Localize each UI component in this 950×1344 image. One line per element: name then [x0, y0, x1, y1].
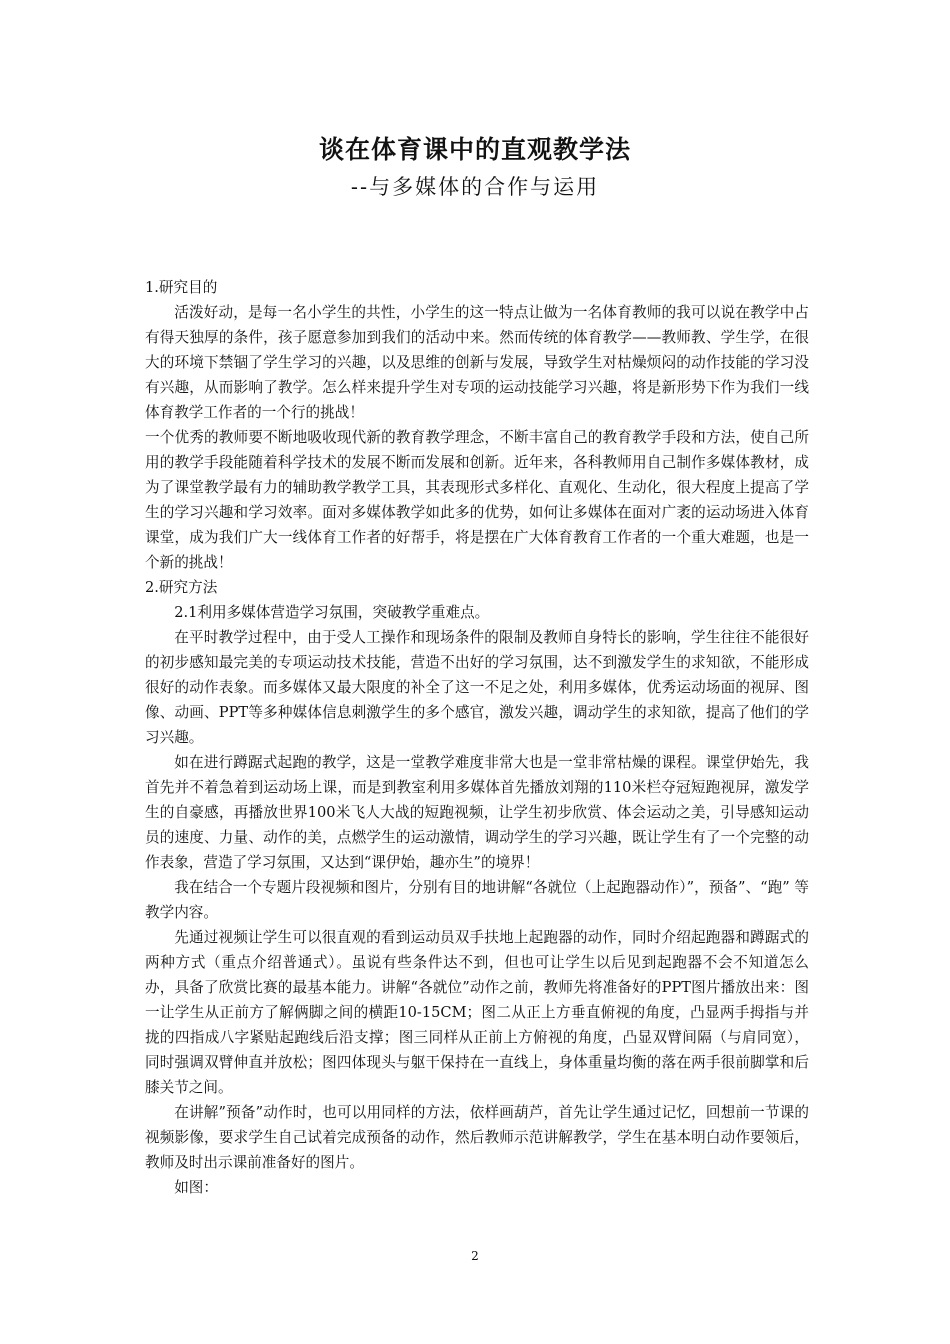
document-body: [145, 275, 809, 1200]
document-title: 谈在体育课中的直观教学法: [318, 135, 631, 164]
paragraph: 在平时教学过程中，由于受人工操作和现场条件的限制及教师自身特长的影响，学生往往不能很好的初步感知最完美的专项运动技术技能，营造不出好的学习氛围，达不到激发学生的求知欲，不能形成很好的动作表象。而多媒体又最大限度的补全了这一不足之处，利用多媒体，优秀运动场面的视屏、图像、动画、PPT等多种媒体信息刺激学生的多个感官，激发兴趣，调动学生的求知欲，提高了他们的学习兴趣。: [145, 629, 809, 746]
paragraph: 我在结合一个专题片段视频和图片，分别有目的地讲解“各就位（上起跑器动作）”，预备”、“跑” 等教学内容。: [145, 879, 809, 921]
document-subtitle: --与多媒体的合作与运用: [350, 175, 600, 199]
paragraph: 如在进行蹲踞式起跑的教学，这是一堂教学难度非常大也是一堂非常枯燥的课程。课堂伊始先，我首先并不着急着到运动场上课，而是到教室利用多媒体首先播放刘翔的110米栏夺冠短跑视屏，激发学生的自豪感，再播放世界100米飞人大战的短跑视频，让学生初步欣赏、体会运动之美，引导感知运动员的速度、力量、动作的美，点燃学生的运动激情，调动学生的学习兴趣，既让学生有了一个完整的动作表象，营造了学习氛围，又达到“课伊始，趣亦生”的境界！: [145, 754, 809, 871]
paragraph: 如图：: [174, 1179, 218, 1196]
paragraph: 2.1利用多媒体营造学习氛围，突破教学重难点。: [174, 604, 490, 621]
page-number: 2: [471, 1249, 479, 1263]
section-heading: 1.研究目的: [145, 279, 218, 296]
paragraph: 一个优秀的教师要不断地吸收现代新的教育教学理念，不断丰富自己的教育教学手段和方法，使自己所用的教学手段能随着科学技术的发展不断而发展和创新。近年来，各科教师用自己制作多媒体教材，成为了课堂教学最有力的辅助教学教学工具，其表现形式多样化、直观化、生动化，很大程度上提高了学生的学习兴趣和学习效率。面对多媒体教学如此多的优势，如何让多媒体在面对广袤的运动场进入体育课堂，成为我们广大一线体育工作者的好帮手，将是摆在广大体育教育工作者的一个重大难题，也是一个新的挑战！: [145, 429, 809, 571]
paragraph: 在讲解”预备”动作时，也可以用同样的方法，依样画葫芦，首先让学生通过记忆，回想前一节课的视频影像，要求学生自己试着完成预备的动作，然后教师示范讲解教学，学生在基本明白动作要领后，教师及时出示课前准备好的图片。: [145, 1104, 809, 1171]
section-heading: 2.研究方法: [145, 579, 218, 596]
paragraph: 先通过视频让学生可以很直观的看到运动员双手扶地上起跑器的动作，同时介绍起跑器和蹲踞式的两种方式（重点介绍普通式）。虽说有些条件达不到，但也可让学生以后见到起跑器不会不知道怎么办，具备了欣赏比赛的最基本能力。讲解“各就位”动作之前，教师先将准备好的PPT图片播放出来：图一让学生从正前方了解俩脚之间的横距10-15CM；图二从正上方垂直俯视的角度，凸显两手拇指与并拢的四指成八字紧贴起跑线后沿支撑；图三同样从正前上方俯视的角度，凸显双臂间隔（与肩同宽），同时强调双臂伸直并放松；图四体现头与躯干保持在一直线上，身体重量均衡的落在两手很前脚掌和后膝关节之间。: [145, 929, 809, 1096]
paragraph: 活泼好动，是每一名小学生的共性，小学生的这一特点让做为一名体育教师的我可以说在教学中占有得天独厚的条件，孩子愿意参加到我们的活动中来。然而传统的体育教学——教师教、学生学，在很大的环境下禁锢了学生学习的兴趣，以及思维的创新与发展，导致学生对枯燥烦闷的动作技能的学习没有兴趣，从而影响了教学。怎么样来提升学生对专项的运动技能学习兴趣，将是新形势下作为我们一线体育教学工作者的一个行的挑战！: [145, 304, 809, 421]
